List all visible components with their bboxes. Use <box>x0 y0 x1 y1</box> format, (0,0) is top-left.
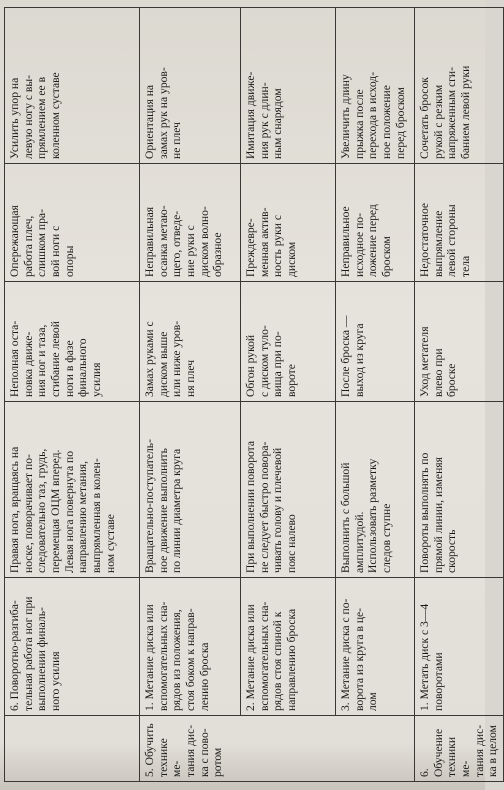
guideline-cell: Правая нога, вращаясь на носке, поворачивает по- следовательно таз, грудь, перемещая ОЦМ вперед. Левая нога повернута по направлению метания, выпрямленная в колен- ном суставе <box>5 402 140 578</box>
error-cell: Неполная оста- новка движе- ния ног и таза, сгибание левой ноги в фазе финального усилия <box>5 282 140 402</box>
guideline-cell: При выполнении поворота не следует быстро повора- чивать голову и плечевой пояс налево <box>241 402 336 578</box>
exercise-cell: 3. Метание диска с по- ворота из круга в це- лом <box>336 578 415 716</box>
error-cell: После броска — выход из круга <box>336 282 415 402</box>
correction-cell: Сочетать бросок рукой с резким напряженным сги- банием левой руки <box>415 8 504 164</box>
correction-cell: Усилить упор на левую ногу с вы- прямлением ее в коленном суставе <box>5 8 140 164</box>
task-cell: 5. Обучить технике ме- тания дис- ка с пово- ротом <box>140 716 415 782</box>
correction-cell: Ориентация на замах рук на уров- не плеч <box>140 8 241 164</box>
cause-cell: Преждевре- менная актив- ность руки с диском <box>241 164 336 282</box>
guideline-cell: Вращательно-поступатель- ное движение выполнить по линии диаметра круга <box>140 402 241 578</box>
table-row <box>5 8 140 782</box>
table-row <box>336 8 415 782</box>
exercise-cell: 2. Метание диска или вспомогательных сна- рядов стоя спиной к направлению броска <box>241 578 336 716</box>
guideline-cell: Повороты выполнять по прямой линии, изменяя скорость <box>415 402 504 578</box>
exercise-cell: 6. Поворотно-разгиба- тельная работа ног при выполнении финаль- ного усилия <box>5 578 140 716</box>
task-cell <box>5 716 140 782</box>
exercise-table <box>4 7 504 782</box>
error-cell: Обгон рукой с диском туло- вища при по- вороте <box>241 282 336 402</box>
guideline-cell: Выполнить с большой амплитудой. Использовать разметку следов ступне <box>336 402 415 578</box>
error-cell: Замах руками с диском выше или ниже уров- ня плеч <box>140 282 241 402</box>
exercise-cell: 1. Метание диска или вспомогательных сна- рядов из положения, стоя боком к направ- лению броска <box>140 578 241 716</box>
table-row <box>140 8 241 782</box>
correction-cell: Имитация движе- ния рук с длин- ным снарядом <box>241 8 336 164</box>
task-cell: 6. Обучение техники ме- тания дис- ка в целом <box>415 716 504 782</box>
cause-cell: Неправильная осанка метаю- щего, отведе- ние руки с диском волно- образное <box>140 164 241 282</box>
table-row <box>415 8 504 782</box>
error-cell: Уход метателя влево при броске <box>415 282 504 402</box>
exercise-cell: 1. Метать диск с 3—4 поворотами <box>415 578 504 716</box>
cause-cell: Неправильное исходное по- ложение перед броском <box>336 164 415 282</box>
cause-cell: Опережающая работа плеч, слишком пра- вой ноги с опоры <box>5 164 140 282</box>
cause-cell: Недостаточное выпрямление левой стороны тела <box>415 164 504 282</box>
table-row <box>241 8 336 782</box>
correction-cell: Увеличить длину прыжка после перехода в исход- ное положение перед броском <box>336 8 415 164</box>
